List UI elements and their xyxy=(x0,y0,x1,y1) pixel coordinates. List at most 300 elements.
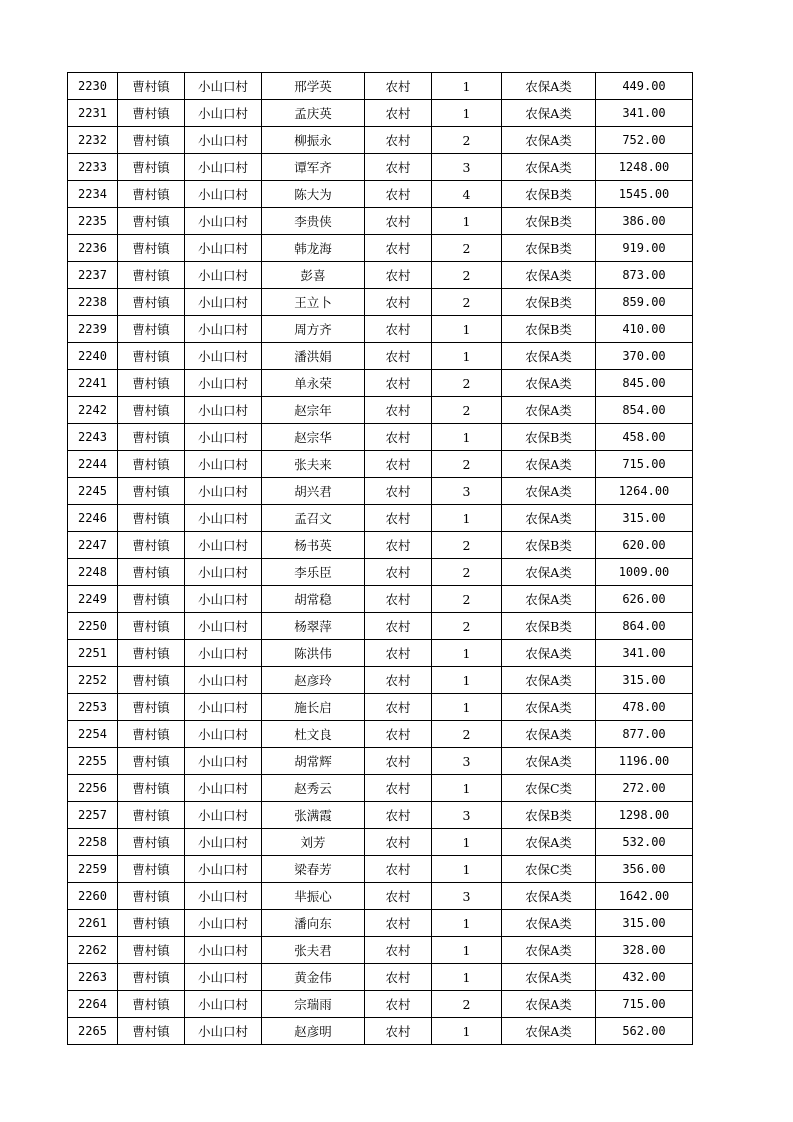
table-row xyxy=(68,775,693,802)
member-count-cell: 1 xyxy=(432,208,502,235)
category-cell: 农保A类 xyxy=(502,370,596,397)
member-count-cell: 3 xyxy=(432,802,502,829)
amount-cell: 341.00 xyxy=(596,100,693,127)
amount-cell: 315.00 xyxy=(596,505,693,532)
village-cell: 小山口村 xyxy=(185,100,262,127)
village-cell: 小山口村 xyxy=(185,478,262,505)
household-type-cell: 农村 xyxy=(365,694,432,721)
amount-cell: 386.00 xyxy=(596,208,693,235)
name-cell: 杨书英 xyxy=(262,532,365,559)
name-cell: 谭军齐 xyxy=(262,154,365,181)
village-cell: 小山口村 xyxy=(185,694,262,721)
row-number-cell: 2237 xyxy=(68,262,118,289)
row-number-cell: 2259 xyxy=(68,856,118,883)
category-cell: 农保A类 xyxy=(502,586,596,613)
row-number-cell: 2246 xyxy=(68,505,118,532)
amount-cell: 341.00 xyxy=(596,640,693,667)
village-cell: 小山口村 xyxy=(185,856,262,883)
household-type-cell: 农村 xyxy=(365,370,432,397)
row-number-cell: 2256 xyxy=(68,775,118,802)
town-cell: 曹村镇 xyxy=(118,748,185,775)
table-row xyxy=(68,910,693,937)
category-cell: 农保B类 xyxy=(502,802,596,829)
name-cell: 柳振永 xyxy=(262,127,365,154)
table-row xyxy=(68,370,693,397)
village-cell: 小山口村 xyxy=(185,505,262,532)
table-row xyxy=(68,748,693,775)
household-type-cell: 农村 xyxy=(365,667,432,694)
household-type-cell: 农村 xyxy=(365,208,432,235)
member-count-cell: 2 xyxy=(432,262,502,289)
row-number-cell: 2252 xyxy=(68,667,118,694)
name-cell: 陈大为 xyxy=(262,181,365,208)
village-cell: 小山口村 xyxy=(185,802,262,829)
member-count-cell: 1 xyxy=(432,640,502,667)
table-row xyxy=(68,532,693,559)
amount-cell: 1298.00 xyxy=(596,802,693,829)
village-cell: 小山口村 xyxy=(185,343,262,370)
member-count-cell: 2 xyxy=(432,721,502,748)
row-number-cell: 2243 xyxy=(68,424,118,451)
town-cell: 曹村镇 xyxy=(118,208,185,235)
category-cell: 农保B类 xyxy=(502,235,596,262)
village-cell: 小山口村 xyxy=(185,262,262,289)
village-cell: 小山口村 xyxy=(185,424,262,451)
category-cell: 农保A类 xyxy=(502,505,596,532)
town-cell: 曹村镇 xyxy=(118,100,185,127)
name-cell: 胡常辉 xyxy=(262,748,365,775)
household-type-cell: 农村 xyxy=(365,559,432,586)
name-cell: 黄金伟 xyxy=(262,964,365,991)
name-cell: 刘芳 xyxy=(262,829,365,856)
amount-cell: 1196.00 xyxy=(596,748,693,775)
town-cell: 曹村镇 xyxy=(118,694,185,721)
member-count-cell: 2 xyxy=(432,370,502,397)
table-row xyxy=(68,289,693,316)
town-cell: 曹村镇 xyxy=(118,262,185,289)
name-cell: 赵宗年 xyxy=(262,397,365,424)
member-count-cell: 2 xyxy=(432,235,502,262)
town-cell: 曹村镇 xyxy=(118,964,185,991)
village-cell: 小山口村 xyxy=(185,829,262,856)
member-count-cell: 3 xyxy=(432,154,502,181)
table-row xyxy=(68,694,693,721)
table-row xyxy=(68,802,693,829)
row-number-cell: 2258 xyxy=(68,829,118,856)
category-cell: 农保A类 xyxy=(502,451,596,478)
town-cell: 曹村镇 xyxy=(118,424,185,451)
category-cell: 农保C类 xyxy=(502,775,596,802)
member-count-cell: 1 xyxy=(432,343,502,370)
member-count-cell: 2 xyxy=(432,451,502,478)
category-cell: 农保A类 xyxy=(502,748,596,775)
town-cell: 曹村镇 xyxy=(118,316,185,343)
town-cell: 曹村镇 xyxy=(118,181,185,208)
household-type-cell: 农村 xyxy=(365,802,432,829)
household-type-cell: 农村 xyxy=(365,613,432,640)
household-type-cell: 农村 xyxy=(365,424,432,451)
amount-cell: 315.00 xyxy=(596,667,693,694)
category-cell: 农保C类 xyxy=(502,856,596,883)
table-row xyxy=(68,964,693,991)
amount-cell: 562.00 xyxy=(596,1018,693,1045)
table-row xyxy=(68,721,693,748)
village-cell: 小山口村 xyxy=(185,721,262,748)
row-number-cell: 2230 xyxy=(68,73,118,100)
table-row xyxy=(68,424,693,451)
member-count-cell: 1 xyxy=(432,910,502,937)
household-type-cell: 农村 xyxy=(365,937,432,964)
member-count-cell: 3 xyxy=(432,883,502,910)
amount-cell: 626.00 xyxy=(596,586,693,613)
household-type-cell: 农村 xyxy=(365,991,432,1018)
household-type-cell: 农村 xyxy=(365,181,432,208)
table-row xyxy=(68,451,693,478)
name-cell: 杜文良 xyxy=(262,721,365,748)
amount-cell: 845.00 xyxy=(596,370,693,397)
town-cell: 曹村镇 xyxy=(118,667,185,694)
row-number-cell: 2261 xyxy=(68,910,118,937)
household-type-cell: 农村 xyxy=(365,100,432,127)
town-cell: 曹村镇 xyxy=(118,154,185,181)
town-cell: 曹村镇 xyxy=(118,505,185,532)
amount-cell: 919.00 xyxy=(596,235,693,262)
village-cell: 小山口村 xyxy=(185,748,262,775)
row-number-cell: 2262 xyxy=(68,937,118,964)
table-row xyxy=(68,829,693,856)
row-number-cell: 2249 xyxy=(68,586,118,613)
amount-cell: 532.00 xyxy=(596,829,693,856)
table-row xyxy=(68,316,693,343)
category-cell: 农保B类 xyxy=(502,181,596,208)
name-cell: 施长启 xyxy=(262,694,365,721)
village-cell: 小山口村 xyxy=(185,289,262,316)
household-type-cell: 农村 xyxy=(365,532,432,559)
table-row xyxy=(68,397,693,424)
category-cell: 农保A类 xyxy=(502,559,596,586)
household-type-cell: 农村 xyxy=(365,505,432,532)
member-count-cell: 2 xyxy=(432,397,502,424)
table-row xyxy=(68,100,693,127)
household-type-cell: 农村 xyxy=(365,748,432,775)
amount-cell: 1264.00 xyxy=(596,478,693,505)
town-cell: 曹村镇 xyxy=(118,532,185,559)
village-cell: 小山口村 xyxy=(185,667,262,694)
category-cell: 农保A类 xyxy=(502,154,596,181)
household-type-cell: 农村 xyxy=(365,829,432,856)
household-type-cell: 农村 xyxy=(365,73,432,100)
town-cell: 曹村镇 xyxy=(118,640,185,667)
household-type-cell: 农村 xyxy=(365,1018,432,1045)
member-count-cell: 1 xyxy=(432,100,502,127)
town-cell: 曹村镇 xyxy=(118,613,185,640)
member-count-cell: 2 xyxy=(432,613,502,640)
town-cell: 曹村镇 xyxy=(118,370,185,397)
category-cell: 农保A类 xyxy=(502,478,596,505)
amount-cell: 752.00 xyxy=(596,127,693,154)
amount-cell: 370.00 xyxy=(596,343,693,370)
member-count-cell: 2 xyxy=(432,127,502,154)
name-cell: 单永荣 xyxy=(262,370,365,397)
amount-cell: 449.00 xyxy=(596,73,693,100)
member-count-cell: 1 xyxy=(432,1018,502,1045)
table-row xyxy=(68,154,693,181)
member-count-cell: 2 xyxy=(432,991,502,1018)
amount-cell: 715.00 xyxy=(596,451,693,478)
row-number-cell: 2236 xyxy=(68,235,118,262)
village-cell: 小山口村 xyxy=(185,316,262,343)
village-cell: 小山口村 xyxy=(185,181,262,208)
category-cell: 农保A类 xyxy=(502,640,596,667)
row-number-cell: 2257 xyxy=(68,802,118,829)
village-cell: 小山口村 xyxy=(185,1018,262,1045)
name-cell: 李贵侠 xyxy=(262,208,365,235)
village-cell: 小山口村 xyxy=(185,208,262,235)
household-type-cell: 农村 xyxy=(365,127,432,154)
amount-cell: 873.00 xyxy=(596,262,693,289)
table-row xyxy=(68,262,693,289)
member-count-cell: 3 xyxy=(432,478,502,505)
table-row xyxy=(68,73,693,100)
category-cell: 农保A类 xyxy=(502,100,596,127)
category-cell: 农保A类 xyxy=(502,964,596,991)
beneficiary-table xyxy=(67,72,693,1045)
table-row xyxy=(68,559,693,586)
member-count-cell: 1 xyxy=(432,775,502,802)
amount-cell: 1642.00 xyxy=(596,883,693,910)
row-number-cell: 2240 xyxy=(68,343,118,370)
town-cell: 曹村镇 xyxy=(118,73,185,100)
town-cell: 曹村镇 xyxy=(118,478,185,505)
member-count-cell: 2 xyxy=(432,559,502,586)
village-cell: 小山口村 xyxy=(185,613,262,640)
village-cell: 小山口村 xyxy=(185,775,262,802)
town-cell: 曹村镇 xyxy=(118,856,185,883)
row-number-cell: 2247 xyxy=(68,532,118,559)
name-cell: 赵彦明 xyxy=(262,1018,365,1045)
town-cell: 曹村镇 xyxy=(118,937,185,964)
category-cell: 农保A类 xyxy=(502,937,596,964)
amount-cell: 410.00 xyxy=(596,316,693,343)
row-number-cell: 2250 xyxy=(68,613,118,640)
amount-cell: 864.00 xyxy=(596,613,693,640)
category-cell: 农保B类 xyxy=(502,532,596,559)
member-count-cell: 1 xyxy=(432,856,502,883)
member-count-cell: 1 xyxy=(432,937,502,964)
amount-cell: 272.00 xyxy=(596,775,693,802)
household-type-cell: 农村 xyxy=(365,478,432,505)
village-cell: 小山口村 xyxy=(185,397,262,424)
row-number-cell: 2265 xyxy=(68,1018,118,1045)
name-cell: 潘向东 xyxy=(262,910,365,937)
table-row xyxy=(68,883,693,910)
row-number-cell: 2245 xyxy=(68,478,118,505)
household-type-cell: 农村 xyxy=(365,316,432,343)
category-cell: 农保B类 xyxy=(502,316,596,343)
town-cell: 曹村镇 xyxy=(118,343,185,370)
table-row xyxy=(68,991,693,1018)
village-cell: 小山口村 xyxy=(185,127,262,154)
village-cell: 小山口村 xyxy=(185,532,262,559)
table-row xyxy=(68,640,693,667)
table-body xyxy=(68,73,693,1045)
row-number-cell: 2244 xyxy=(68,451,118,478)
row-number-cell: 2253 xyxy=(68,694,118,721)
category-cell: 农保B类 xyxy=(502,289,596,316)
table-row xyxy=(68,343,693,370)
town-cell: 曹村镇 xyxy=(118,910,185,937)
member-count-cell: 1 xyxy=(432,829,502,856)
name-cell: 周方齐 xyxy=(262,316,365,343)
town-cell: 曹村镇 xyxy=(118,451,185,478)
amount-cell: 478.00 xyxy=(596,694,693,721)
row-number-cell: 2233 xyxy=(68,154,118,181)
table-row xyxy=(68,586,693,613)
category-cell: 农保A类 xyxy=(502,397,596,424)
household-type-cell: 农村 xyxy=(365,856,432,883)
name-cell: 潘洪娟 xyxy=(262,343,365,370)
household-type-cell: 农村 xyxy=(365,775,432,802)
name-cell: 赵宗华 xyxy=(262,424,365,451)
amount-cell: 458.00 xyxy=(596,424,693,451)
amount-cell: 1545.00 xyxy=(596,181,693,208)
village-cell: 小山口村 xyxy=(185,910,262,937)
amount-cell: 328.00 xyxy=(596,937,693,964)
category-cell: 农保A类 xyxy=(502,1018,596,1045)
amount-cell: 315.00 xyxy=(596,910,693,937)
name-cell: 赵彦玲 xyxy=(262,667,365,694)
category-cell: 农保A类 xyxy=(502,262,596,289)
name-cell: 李乐臣 xyxy=(262,559,365,586)
table-row xyxy=(68,208,693,235)
table-row xyxy=(68,613,693,640)
village-cell: 小山口村 xyxy=(185,964,262,991)
row-number-cell: 2248 xyxy=(68,559,118,586)
member-count-cell: 1 xyxy=(432,316,502,343)
name-cell: 孟庆英 xyxy=(262,100,365,127)
table-row xyxy=(68,505,693,532)
row-number-cell: 2234 xyxy=(68,181,118,208)
category-cell: 农保B类 xyxy=(502,613,596,640)
village-cell: 小山口村 xyxy=(185,73,262,100)
town-cell: 曹村镇 xyxy=(118,802,185,829)
category-cell: 农保B类 xyxy=(502,208,596,235)
town-cell: 曹村镇 xyxy=(118,775,185,802)
town-cell: 曹村镇 xyxy=(118,1018,185,1045)
amount-cell: 715.00 xyxy=(596,991,693,1018)
table-row xyxy=(68,235,693,262)
village-cell: 小山口村 xyxy=(185,991,262,1018)
amount-cell: 1009.00 xyxy=(596,559,693,586)
table-row xyxy=(68,667,693,694)
name-cell: 梁春芳 xyxy=(262,856,365,883)
village-cell: 小山口村 xyxy=(185,370,262,397)
category-cell: 农保A类 xyxy=(502,343,596,370)
name-cell: 孟召文 xyxy=(262,505,365,532)
member-count-cell: 1 xyxy=(432,964,502,991)
town-cell: 曹村镇 xyxy=(118,127,185,154)
category-cell: 农保A类 xyxy=(502,883,596,910)
village-cell: 小山口村 xyxy=(185,154,262,181)
amount-cell: 1248.00 xyxy=(596,154,693,181)
village-cell: 小山口村 xyxy=(185,451,262,478)
category-cell: 农保A类 xyxy=(502,667,596,694)
village-cell: 小山口村 xyxy=(185,586,262,613)
row-number-cell: 2231 xyxy=(68,100,118,127)
name-cell: 杨翠萍 xyxy=(262,613,365,640)
amount-cell: 877.00 xyxy=(596,721,693,748)
member-count-cell: 2 xyxy=(432,289,502,316)
amount-cell: 620.00 xyxy=(596,532,693,559)
row-number-cell: 2239 xyxy=(68,316,118,343)
member-count-cell: 2 xyxy=(432,586,502,613)
town-cell: 曹村镇 xyxy=(118,991,185,1018)
row-number-cell: 2241 xyxy=(68,370,118,397)
household-type-cell: 农村 xyxy=(365,154,432,181)
amount-cell: 356.00 xyxy=(596,856,693,883)
household-type-cell: 农村 xyxy=(365,289,432,316)
name-cell: 胡常稳 xyxy=(262,586,365,613)
member-count-cell: 2 xyxy=(432,532,502,559)
village-cell: 小山口村 xyxy=(185,235,262,262)
town-cell: 曹村镇 xyxy=(118,559,185,586)
amount-cell: 854.00 xyxy=(596,397,693,424)
category-cell: 农保A类 xyxy=(502,829,596,856)
member-count-cell: 1 xyxy=(432,505,502,532)
table-row xyxy=(68,1018,693,1045)
town-cell: 曹村镇 xyxy=(118,397,185,424)
row-number-cell: 2232 xyxy=(68,127,118,154)
household-type-cell: 农村 xyxy=(365,397,432,424)
name-cell: 邢学英 xyxy=(262,73,365,100)
household-type-cell: 农村 xyxy=(365,343,432,370)
row-number-cell: 2264 xyxy=(68,991,118,1018)
town-cell: 曹村镇 xyxy=(118,235,185,262)
member-count-cell: 1 xyxy=(432,424,502,451)
table-row xyxy=(68,856,693,883)
table-row xyxy=(68,127,693,154)
household-type-cell: 农村 xyxy=(365,262,432,289)
household-type-cell: 农村 xyxy=(365,964,432,991)
category-cell: 农保A类 xyxy=(502,721,596,748)
member-count-cell: 1 xyxy=(432,694,502,721)
village-cell: 小山口村 xyxy=(185,640,262,667)
row-number-cell: 2263 xyxy=(68,964,118,991)
household-type-cell: 农村 xyxy=(365,586,432,613)
member-count-cell: 4 xyxy=(432,181,502,208)
village-cell: 小山口村 xyxy=(185,559,262,586)
row-number-cell: 2260 xyxy=(68,883,118,910)
category-cell: 农保A类 xyxy=(502,910,596,937)
name-cell: 张夫来 xyxy=(262,451,365,478)
name-cell: 韩龙海 xyxy=(262,235,365,262)
row-number-cell: 2242 xyxy=(68,397,118,424)
household-type-cell: 农村 xyxy=(365,910,432,937)
village-cell: 小山口村 xyxy=(185,883,262,910)
household-type-cell: 农村 xyxy=(365,883,432,910)
row-number-cell: 2255 xyxy=(68,748,118,775)
household-type-cell: 农村 xyxy=(365,235,432,262)
member-count-cell: 1 xyxy=(432,667,502,694)
town-cell: 曹村镇 xyxy=(118,289,185,316)
village-cell: 小山口村 xyxy=(185,937,262,964)
name-cell: 芈振心 xyxy=(262,883,365,910)
category-cell: 农保A类 xyxy=(502,73,596,100)
town-cell: 曹村镇 xyxy=(118,586,185,613)
name-cell: 赵秀云 xyxy=(262,775,365,802)
document-table-container xyxy=(67,72,693,1045)
row-number-cell: 2251 xyxy=(68,640,118,667)
